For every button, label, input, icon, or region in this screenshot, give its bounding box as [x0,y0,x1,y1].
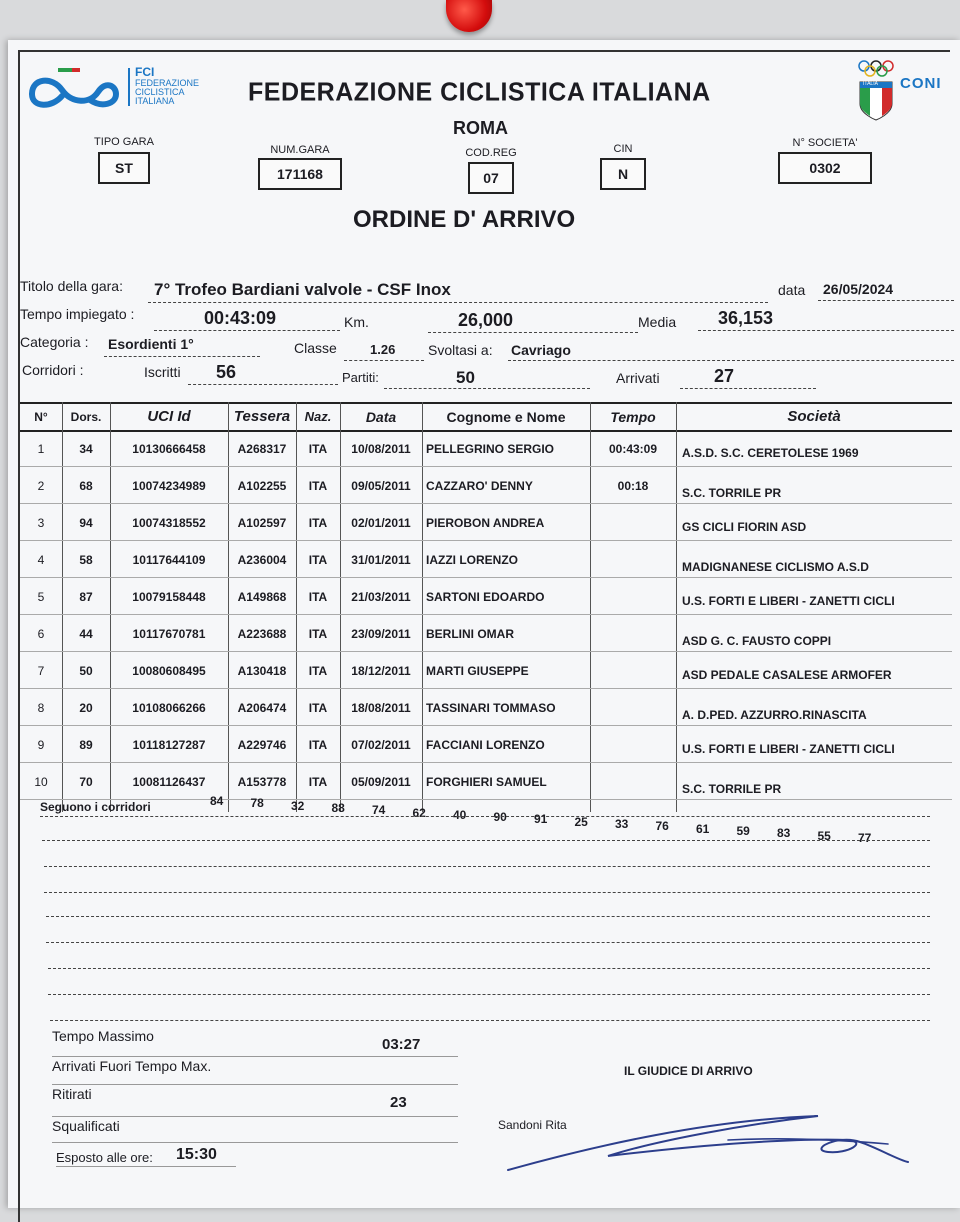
race-class: 1.26 [370,342,396,357]
following-number: 76 [655,819,669,834]
row-dorsal: 34 [79,442,93,456]
table-row [20,504,952,541]
row-team: A.S.D. S.C. CERETOLESE 1969 [682,446,859,460]
following-number: 61 [696,821,710,836]
coni-badge-text: ITALIA [863,81,878,87]
row-nationality: ITA [308,553,328,567]
row-date: 07/02/2011 [351,738,411,752]
row-dorsal: 44 [79,627,93,641]
row-name: SARTONI EDOARDO [426,590,545,604]
race-media: 36,153 [718,308,774,328]
dotted-line [46,916,930,917]
footer-line [52,1142,458,1143]
row-number: 6 [37,627,45,641]
cod-reg-box: 07 [468,162,514,194]
dotted-line [48,968,930,969]
tempo-label: Tempo impiegato : [20,306,135,322]
media-label: Media [638,314,677,330]
race-location: Cavriago [511,342,571,358]
row-uci-id: 10117644109 [132,553,206,567]
km-label: Km. [344,314,369,330]
row-tessera: A206474 [237,701,287,715]
footer-line [52,1084,458,1085]
following-number: 62 [412,805,426,820]
race-category: Esordienti 1° [108,336,194,352]
squalificati-label: Squalificati [52,1118,120,1134]
following-number: 59 [736,823,750,838]
row-tessera: A153778 [237,775,287,789]
dotted-line [48,994,930,995]
following-number: 40 [453,807,467,822]
dotted-line [40,816,930,817]
dotted-line [50,1020,930,1021]
dotted-line [344,360,424,361]
coni-text: CONI [900,75,942,92]
fci-logo-text: FCI FEDERAZIONE CICLISTICA ITALIANA [128,68,199,106]
race-date: 26/05/2024 [823,281,894,297]
row-number: 2 [37,479,45,493]
classe-label: Classe [294,340,337,356]
row-tessera: A236004 [237,553,287,567]
row-name: IAZZI LORENZO [426,553,518,567]
push-pin [446,0,492,32]
svoltasi-label: Svoltasi a: [428,342,493,358]
table-row [20,578,952,615]
header-date: Data [365,409,397,425]
row-number: 8 [37,701,45,715]
row-uci-id: 10081126437 [132,775,206,789]
row-name: CAZZARO' DENNY [426,479,533,493]
table-header [20,402,952,432]
categoria-label: Categoria : [20,334,89,350]
following-number: 83 [777,826,791,841]
row-number: 10 [34,775,48,789]
row-uci-id: 10108066266 [132,701,206,715]
row-tessera: A102597 [237,516,287,530]
row-number: 5 [37,590,45,604]
row-name: TASSINARI TOMMASO [426,701,556,715]
row-nationality: ITA [308,516,328,530]
header-nationality: Naz. [304,409,332,424]
dotted-line [44,892,930,893]
row-time: 00:43:09 [608,442,658,456]
table-row [20,763,952,800]
row-date: 18/08/2011 [351,701,411,715]
row-tessera: A149868 [237,590,287,604]
table-row [20,615,952,652]
footer-line [52,1116,458,1117]
societa-box: 0302 [778,152,872,184]
row-number: 4 [37,553,45,567]
row-date: 18/12/2011 [351,664,411,678]
row-uci-id: 10074318552 [132,516,206,530]
row-nationality: ITA [308,479,328,493]
row-nationality: ITA [308,701,328,715]
num-gara-box: 171168 [258,158,342,190]
row-dorsal: 94 [79,516,93,530]
row-nationality: ITA [308,442,328,456]
row-date: 31/01/2011 [351,553,411,567]
header-dorsal: Dors. [70,410,102,424]
following-number: 74 [372,803,386,818]
row-name: FACCIANI LORENZO [426,738,545,752]
row-team: MADIGNANESE CICLISMO A.S.D [682,560,869,574]
num-gara-label: NUM.GARA [270,144,330,156]
dotted-line [508,360,954,361]
row-dorsal: 70 [79,775,93,789]
row-nationality: ITA [308,664,328,678]
dotted-line [148,302,768,303]
dotted-line [44,866,930,867]
race-title: 7° Trofeo Bardiani valvole - CSF Inox [154,280,451,299]
results-table [20,402,952,812]
row-date: 05/09/2011 [351,775,411,789]
esposto-value: 15:30 [176,1146,217,1163]
header-uci-id: UCI Id [147,408,191,425]
row-name: MARTI GIUSEPPE [426,664,529,678]
row-date: 23/09/2011 [351,627,411,641]
city-title: ROMA [453,118,508,138]
row-nationality: ITA [308,627,328,641]
row-uci-id: 10117670781 [132,627,206,641]
row-date: 10/08/2011 [351,442,411,456]
row-team: ASD G. C. FAUSTO COPPI [682,634,832,648]
row-team: GS CICLI FIORIN ASD [682,520,807,534]
row-date: 09/05/2011 [351,479,411,493]
table-row [20,430,952,467]
data-label: data [778,282,806,298]
dotted-line [42,840,930,841]
row-team: S.C. TORRILE PR [682,782,782,796]
table-row [20,467,952,504]
tipo-gara-label: TIPO GARA [94,136,154,148]
row-tessera: A229746 [237,738,287,752]
row-nationality: ITA [308,590,328,604]
row-number: 1 [37,442,45,456]
row-number: 7 [37,664,45,678]
dotted-line [680,388,816,389]
row-date: 21/03/2011 [351,590,411,604]
following-number: 78 [250,796,264,811]
header-team: Società [787,408,841,425]
row-name: BERLINI OMAR [426,627,514,641]
row-name: FORGHIERI SAMUEL [426,775,547,789]
row-team: A. D.PED. AZZURRO.RINASCITA [682,708,867,722]
esposto-label: Esposto alle ore: [56,1150,153,1165]
row-date: 02/01/2011 [351,516,411,530]
row-time: 00:18 [617,479,649,493]
row-nationality: ITA [308,738,328,752]
dotted-line [104,356,260,357]
row-dorsal: 58 [79,553,93,567]
row-uci-id: 10130666458 [132,442,206,456]
ritirati-label: Ritirati [52,1086,92,1102]
dotted-line [698,330,954,331]
row-uci-id: 10080608495 [132,664,206,678]
row-dorsal: 87 [79,590,93,604]
row-dorsal: 89 [79,738,93,752]
document-title: ORDINE D' ARRIVO [353,206,576,233]
row-tessera: A130418 [237,664,287,678]
row-dorsal: 50 [79,664,93,678]
iscritti-label: Iscritti [144,364,181,380]
row-team: U.S. FORTI E LIBERI - ZANETTI CICLI [682,742,895,756]
tipo-gara-box: ST [98,152,150,184]
fci-logo-icon [28,64,120,114]
row-team: ASD PEDALE CASALESE ARMOFER [682,668,892,682]
fuori-tempo-label: Arrivati Fuori Tempo Max. [52,1058,212,1074]
following-number: 88 [331,800,345,815]
societa-label: N° SOCIETA' [792,137,858,149]
row-team: S.C. TORRILE PR [682,486,782,500]
following-label: Seguono i corridori [40,800,151,814]
dotted-line [154,330,340,331]
header-number: N° [34,410,48,424]
row-nationality: ITA [308,775,328,789]
row-name: PELLEGRINO SERGIO [426,442,555,456]
header-tessera: Tessera [233,408,291,425]
results-sheet [8,40,960,1208]
dotted-line [428,332,638,333]
following-number: 55 [817,828,831,843]
dotted-line [384,388,590,389]
judge-name: Sandoni Rita [498,1118,567,1132]
following-number: 33 [615,817,629,831]
federation-title: FEDERAZIONE CICLISTICA ITALIANA [248,77,711,107]
iscritti-value: 56 [216,362,237,382]
header-time: Tempo [610,409,656,425]
row-uci-id: 10079158448 [132,590,206,604]
row-name: PIEROBON ANDREA [426,516,545,530]
following-number: 32 [291,798,305,813]
table-row [20,652,952,689]
row-tessera: A268317 [237,442,287,456]
arrivati-value: 27 [714,366,735,386]
row-tessera: A223688 [237,627,287,641]
race-time: 00:43:09 [204,308,277,328]
dotted-line [46,942,930,943]
cod-reg-label: COD.REG [465,147,517,159]
footer-line [52,1056,458,1057]
row-uci-id: 10118127287 [132,738,206,752]
tempo-massimo-label: Tempo Massimo [52,1028,154,1044]
race-km: 26,000 [458,310,514,330]
footer-line [56,1166,236,1167]
row-team: U.S. FORTI E LIBERI - ZANETTI CICLI [682,594,895,608]
table-row [20,541,952,578]
cin-box: N [600,158,646,190]
table-row [20,689,952,726]
following-number: 91 [534,812,548,827]
dotted-line [188,384,338,385]
tempo-massimo-value: 03:27 [382,1036,421,1053]
table-row [20,726,952,763]
corridori-label: Corridori : [22,362,84,378]
titolo-label: Titolo della gara: [20,278,123,294]
row-tessera: A102255 [237,479,287,493]
following-number: 25 [574,814,588,829]
judge-label: IL GIUDICE DI ARRIVO [624,1064,753,1078]
signature-icon [488,1100,928,1180]
row-number: 3 [37,516,45,530]
coni-logo-icon [856,58,900,124]
partiti-value: 50 [456,368,475,387]
partiti-label: Partiti: [342,370,379,385]
row-number: 9 [37,738,45,752]
following-number: 77 [858,830,872,845]
arrivati-label: Arrivati [616,370,660,386]
row-dorsal: 20 [79,701,93,715]
header-name: Cognome e Nome [446,409,566,425]
following-number: 84 [210,794,224,808]
row-uci-id: 10074234989 [132,479,206,493]
cin-label: CIN [613,143,633,155]
following-number: 90 [493,810,507,825]
row-dorsal: 68 [79,479,93,493]
dotted-line [818,300,954,301]
ritirati-value: 23 [390,1094,407,1111]
